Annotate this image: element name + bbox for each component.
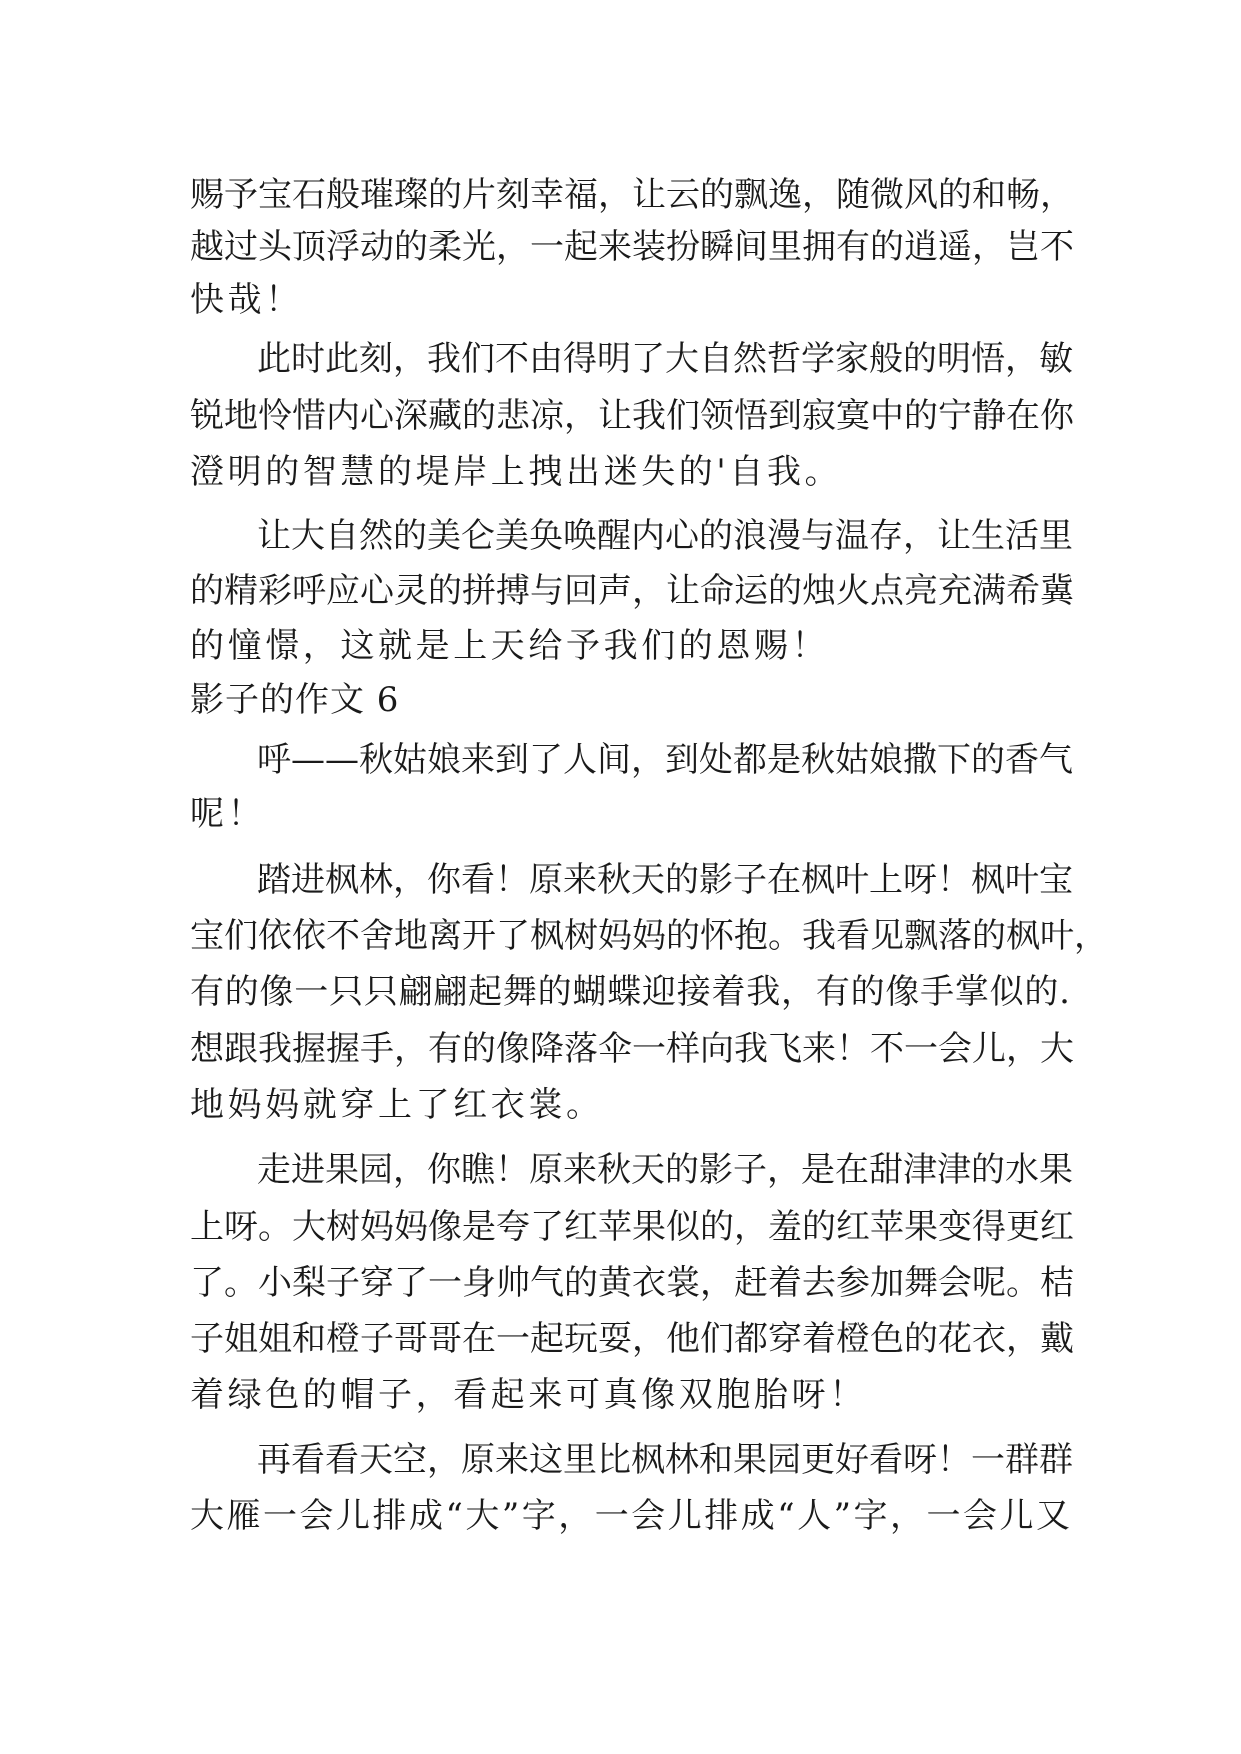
text-line: 大雁一会儿排成“大”字，一会儿排成“人”字，一会儿又: [190, 1496, 1070, 1536]
section-heading: 影子的作文 6: [190, 680, 400, 720]
text-line: 澄明的智慧的堤岸上拽出迷失的'自我。: [190, 452, 843, 492]
text-line: 的憧憬，这就是上天给予我们的恩赐！: [190, 626, 830, 666]
text-line: 让大自然的美仑美奂唤醒内心的浪漫与温存，让生活里: [257, 516, 1073, 556]
text-line: 越过头顶浮动的柔光，一起来装扮瞬间里拥有的逍遥，岂不: [190, 227, 1074, 267]
text-line: 上呀。大树妈妈像是夸了红苹果似的，羞的红苹果变得更红: [190, 1207, 1074, 1247]
text-line: 快哉！: [190, 280, 303, 320]
text-line: 了。小梨子穿了一身帅气的黄衣裳，赶着去参加舞会呢。桔: [190, 1263, 1074, 1303]
text-line: 走进果园，你瞧！原来秋天的影子，是在甜津津的水果: [257, 1150, 1073, 1190]
text-line: 再看看天空，原来这里比枫林和果园更好看呀！一群群: [257, 1440, 1073, 1480]
text-line: 锐地怜惜内心深藏的悲凉，让我们领悟到寂寞中的宁静在你: [190, 396, 1074, 436]
text-line: 赐予宝石般璀璨的片刻幸福，让云的飘逸，随微风的和畅，: [190, 175, 1074, 215]
text-line: 着绿色的帽子，看起来可真像双胞胎呀！: [190, 1375, 867, 1415]
text-line: 踏进枫林，你看！原来秋天的影子在枫叶上呀！枫叶宝: [257, 860, 1073, 900]
text-line: 的精彩呼应心灵的拼搏与回声，让命运的烛火点亮充满希冀: [190, 571, 1074, 611]
text-line: 宝们依依不舍地离开了枫树妈妈的怀抱。我看见飘落的枫叶，: [190, 916, 1108, 956]
text-line: 子姐姐和橙子哥哥在一起玩耍，他们都穿着橙色的花衣，戴: [190, 1319, 1074, 1359]
text-line: 有的像一只只翩翩起舞的蝴蝶迎接着我，有的像手掌似的.: [190, 972, 1070, 1012]
text-line: 呢！: [190, 794, 266, 834]
text-line: 此时此刻，我们不由得明了大自然哲学家般的明悟，敏: [257, 339, 1073, 379]
text-line: 地妈妈就穿上了红衣裳。: [190, 1085, 604, 1125]
text-line: 呼——秋姑娘来到了人间，到处都是秋姑娘撒下的香气: [257, 740, 1073, 780]
text-line: 想跟我握握手，有的像降落伞一样向我飞来！不一会儿，大: [190, 1029, 1074, 1069]
